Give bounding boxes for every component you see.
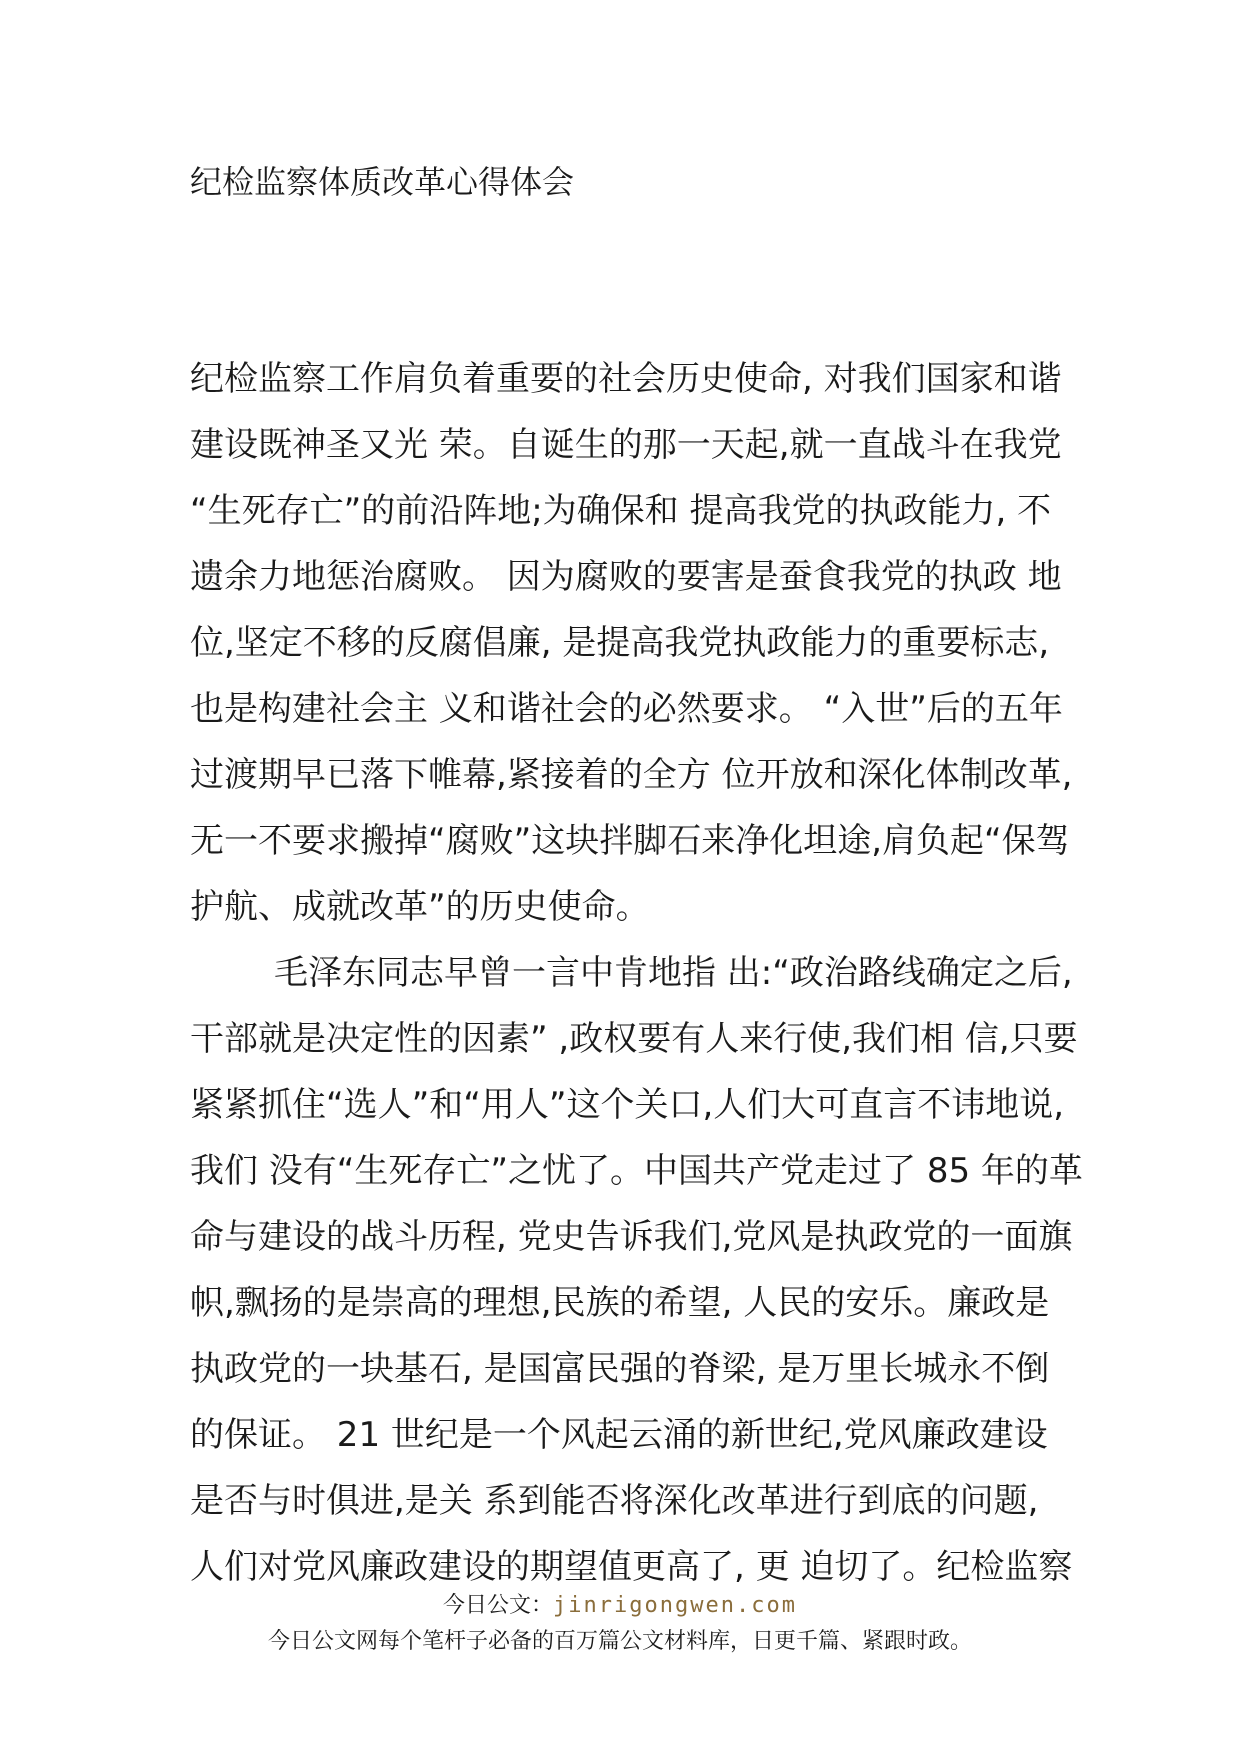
body-line: 人们对党风廉政建设的期望值更高了, 更 迫切了。纪检监察 <box>190 1547 1073 1587</box>
body-line: 过渡期早已落下帷幕,紧接着的全方 位开放和深化体制改革, <box>190 755 1073 795</box>
footer-source-link[interactable]: jinrigongwen.com <box>553 1593 797 1618</box>
body-line: 干部就是决定性的因素” ,政权要有人来行使,我们相 信,只要 <box>190 1019 1078 1059</box>
document-body <box>190 357 1083 1611</box>
body-line: 紧紧抓住“选人”和“用人”这个关口,人们大可直言不讳地说, <box>190 1085 1065 1125</box>
body-line: 的保证。 21 世纪是一个风起云涌的新世纪,党风廉政建设 <box>190 1415 1048 1455</box>
page-title: 纪检监察体质改革心得体会 <box>190 163 575 201</box>
body-line: 无一不要求搬掉“腐败”这块拌脚石来净化坦途,肩负起“保驾 <box>190 821 1070 861</box>
body-line: 也是构建社会主 义和谐社会的必然要求。 “入世”后的五年 <box>190 689 1063 729</box>
body-line: 护航、成就改革”的历史使命。 <box>190 887 650 927</box>
body-line: 帜,飘扬的是崇高的理想,民族的希望, 人民的安乐。廉政是 <box>190 1283 1050 1323</box>
body-line: 纪检监察工作肩负着重要的社会历史使命, 对我们国家和谐 <box>190 359 1062 399</box>
body-line: 建设既神圣又光 荣。自诞生的那一天起,就一直战斗在我党 <box>190 425 1062 465</box>
body-line: 执政党的一块基石, 是国富民强的脊梁, 是万里长城永不倒 <box>190 1349 1050 1389</box>
body-line: 我们 没有“生死存亡”之忧了。中国共产党走过了 85 年的革 <box>190 1151 1083 1191</box>
body-line: 命与建设的战斗历程, 党史告诉我们,党风是执政党的一面旗 <box>190 1217 1073 1257</box>
body-line: 位,坚定不移的反腐倡廉, 是提高我党执政能力的重要标志, <box>190 623 1050 663</box>
body-line-indented: 毛泽东同志早曾一言中肯地指 出:“政治路线确定之后, <box>274 953 1073 993</box>
footer-source <box>0 1591 1240 1621</box>
body-line: 遗余力地惩治腐败。 因为腐败的要害是蚕食我党的执政 地 <box>190 557 1062 597</box>
footer-source-label: 今日公文： <box>443 1593 554 1618</box>
footer-slogan: 今日公文网每个笔杆子必备的百万篇公文材料库，日更千篇、紧跟时政。 <box>267 1629 972 1654</box>
body-line: 是否与时俱进,是关 系到能否将深化改革进行到底的问题, <box>190 1481 1039 1521</box>
body-line: “生死存亡”的前沿阵地;为确保和 提高我党的执政能力, 不 <box>190 491 1052 531</box>
